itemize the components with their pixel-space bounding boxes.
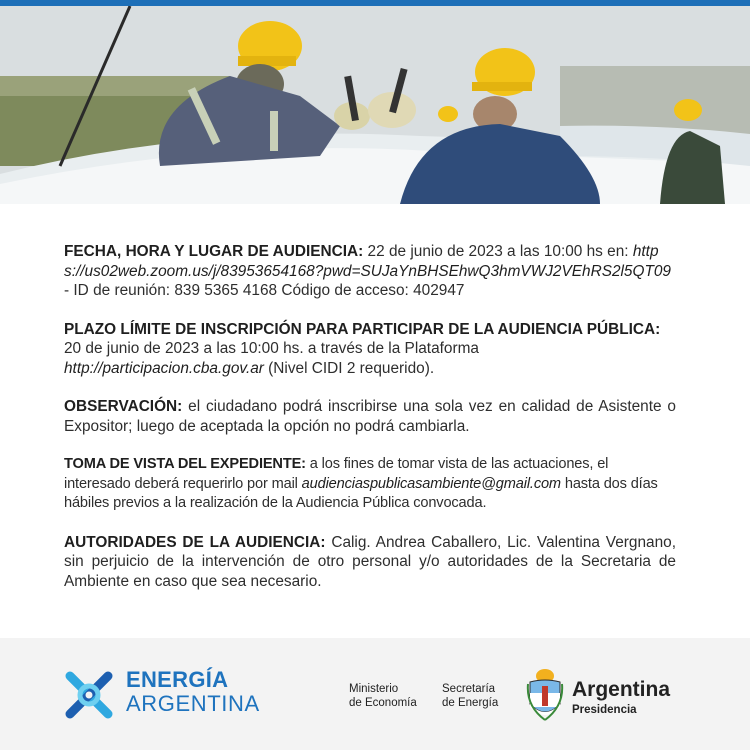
fecha-title: FECHA, HORA Y LUGAR DE AUDIENCIA: (64, 243, 364, 260)
zoom-link[interactable]: https://us02web.zoom.us/j/83953654168?pwd=SUJaYnBHSEhwQ3hmVWJ2VEhRS2l5QT09 (64, 243, 671, 280)
fecha-block (64, 242, 676, 301)
fecha-tail: - ID de reunión: 839 5365 4168 Código de acceso: 402947 (64, 282, 465, 299)
energia-argentina-logo-icon (60, 666, 118, 724)
toma-title: TOMA DE VISTA DEL EXPEDIENTE: (64, 456, 306, 472)
toma-block (64, 455, 676, 514)
plazo-title: PLAZO LÍMITE DE INSCRIPCIÓN PARA PARTICIPAR DE LA AUDIENCIA PÚBLICA: (64, 320, 661, 338)
autoridades-block (64, 533, 676, 592)
fecha-text: 22 de junio de 2023 a las 10:00 hs en: (363, 243, 633, 260)
argentina-label: ARGENTINA (126, 691, 260, 716)
footer (0, 638, 750, 750)
observacion-text: el ciudadano podrá inscribirse una sola vez en calidad de Asistente o Expositor; luego de aceptada la opción no podrá cambiarla. (64, 398, 676, 435)
hero-photo (0, 6, 750, 204)
argentina-title: Argentina (572, 678, 671, 701)
autoridades-title: AUTORIDADES DE LA AUDIENCIA: (64, 533, 326, 551)
autoridades-text: Calig. Andrea Caballero, Lic. Valentina Vergnano, sin perjuicio de la intervención de otro personal y/o autoridades de la Secretaria de Ambiente en caso que sea necesario. (64, 533, 676, 590)
plazo-tail: (Nivel CIDI 2 requerido). (263, 359, 435, 377)
escudo-nacional-icon (526, 666, 564, 722)
secretaria-energia-label (442, 682, 498, 710)
secretaria-line2: de Energía (442, 697, 499, 709)
presidencia-label: Presidencia (572, 704, 637, 716)
toma-tail: hasta dos días hábiles previos a la realización de la Audiencia Pública convocada. (64, 475, 658, 511)
participacion-link[interactable]: http://participacion.cba.gov.ar (64, 359, 264, 377)
email-link[interactable]: audienciaspublicasambiente@gmail.com (301, 475, 561, 492)
plazo-text: 20 de junio de 2023 a las 10:00 hs. a través de la Plataforma (64, 340, 479, 357)
ministerio-line2: de Economía (349, 697, 417, 709)
secretaria-line1: Secretaría (442, 683, 496, 695)
observacion-title: OBSERVACIÓN: (64, 398, 183, 415)
ministerio-economia-label (349, 682, 417, 710)
toma-text: a los fines de tomar vista de las actuaciones, el interesado deberá requerirlo por mail (64, 456, 609, 492)
energia-argentina-wordmark (126, 668, 260, 716)
ministerio-line1: Ministerio (349, 683, 399, 695)
main-content (64, 242, 676, 610)
energia-label: ENERGÍA (126, 667, 229, 692)
plazo-block (64, 320, 676, 379)
observacion-block (64, 397, 676, 436)
